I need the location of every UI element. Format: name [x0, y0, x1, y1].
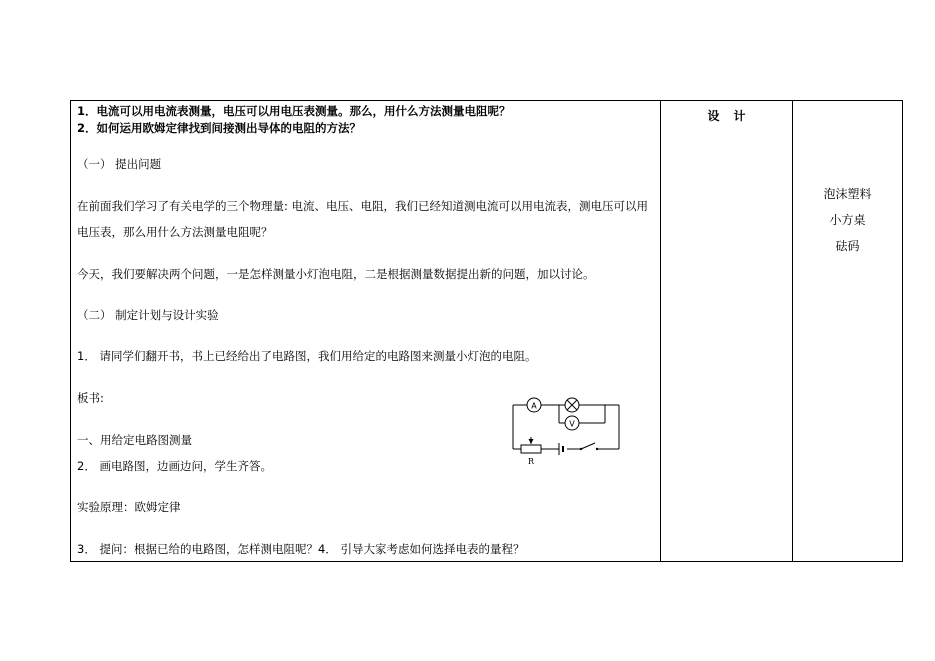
materials-cell: [793, 101, 902, 561]
material-item: 砝码: [835, 239, 860, 253]
ammeter-label: A: [531, 401, 537, 411]
board-label: 板书:: [77, 391, 104, 405]
lesson-content-cell: [71, 101, 661, 561]
material-item: 泡沫塑料: [823, 187, 872, 201]
paragraph-1: 在前面我们学习了有关电学的三个物理量: 电流、电压、电阻，我们已经知道测电流可以用电流表，测电压可以用电压表，那么用什么方法测量电阻呢？: [77, 199, 649, 239]
question-1: 1．电流可以用电流表测量，电压可以用电压表测量。那么，用什么方法测量电阻呢？: [77, 104, 511, 118]
lesson-table: [70, 100, 903, 562]
question-2: 2．如何运用欧姆定律找到间接测出导体的电阻的方法？: [77, 121, 361, 135]
material-item: 小方桌: [829, 213, 866, 227]
section-2-heading: （二） 制定计划与设计实验: [77, 308, 219, 322]
section-1-heading: （一） 提出问题: [77, 157, 162, 171]
experiment-principle: 实验原理：欧姆定律: [77, 500, 181, 514]
resistor-label: R: [527, 457, 535, 465]
step-2: 2． 画电路图，边画边问，学生齐答。: [77, 459, 272, 473]
step-3: 3． 提问：根据已给的电路图，怎样测电阻呢？4． 引导大家考虑如何选择电表的量程？: [77, 542, 525, 556]
circuit-diagram: [507, 393, 627, 465]
step-1: 1． 请同学们翻开书，书上已经给出了电路图，我们用给定的电路图来测量小灯泡的电阻。: [77, 349, 537, 363]
design-header: 设计: [707, 109, 760, 123]
voltmeter-label: V: [569, 419, 575, 429]
board-item-1: 一、用给定电路图测量: [77, 433, 192, 447]
design-cell: [661, 101, 793, 561]
paragraph-2: 今天，我们要解决两个问题，一是怎样测量小灯泡电阻，二是根据测量数据提出新的问题，加以讨论。: [77, 267, 595, 281]
